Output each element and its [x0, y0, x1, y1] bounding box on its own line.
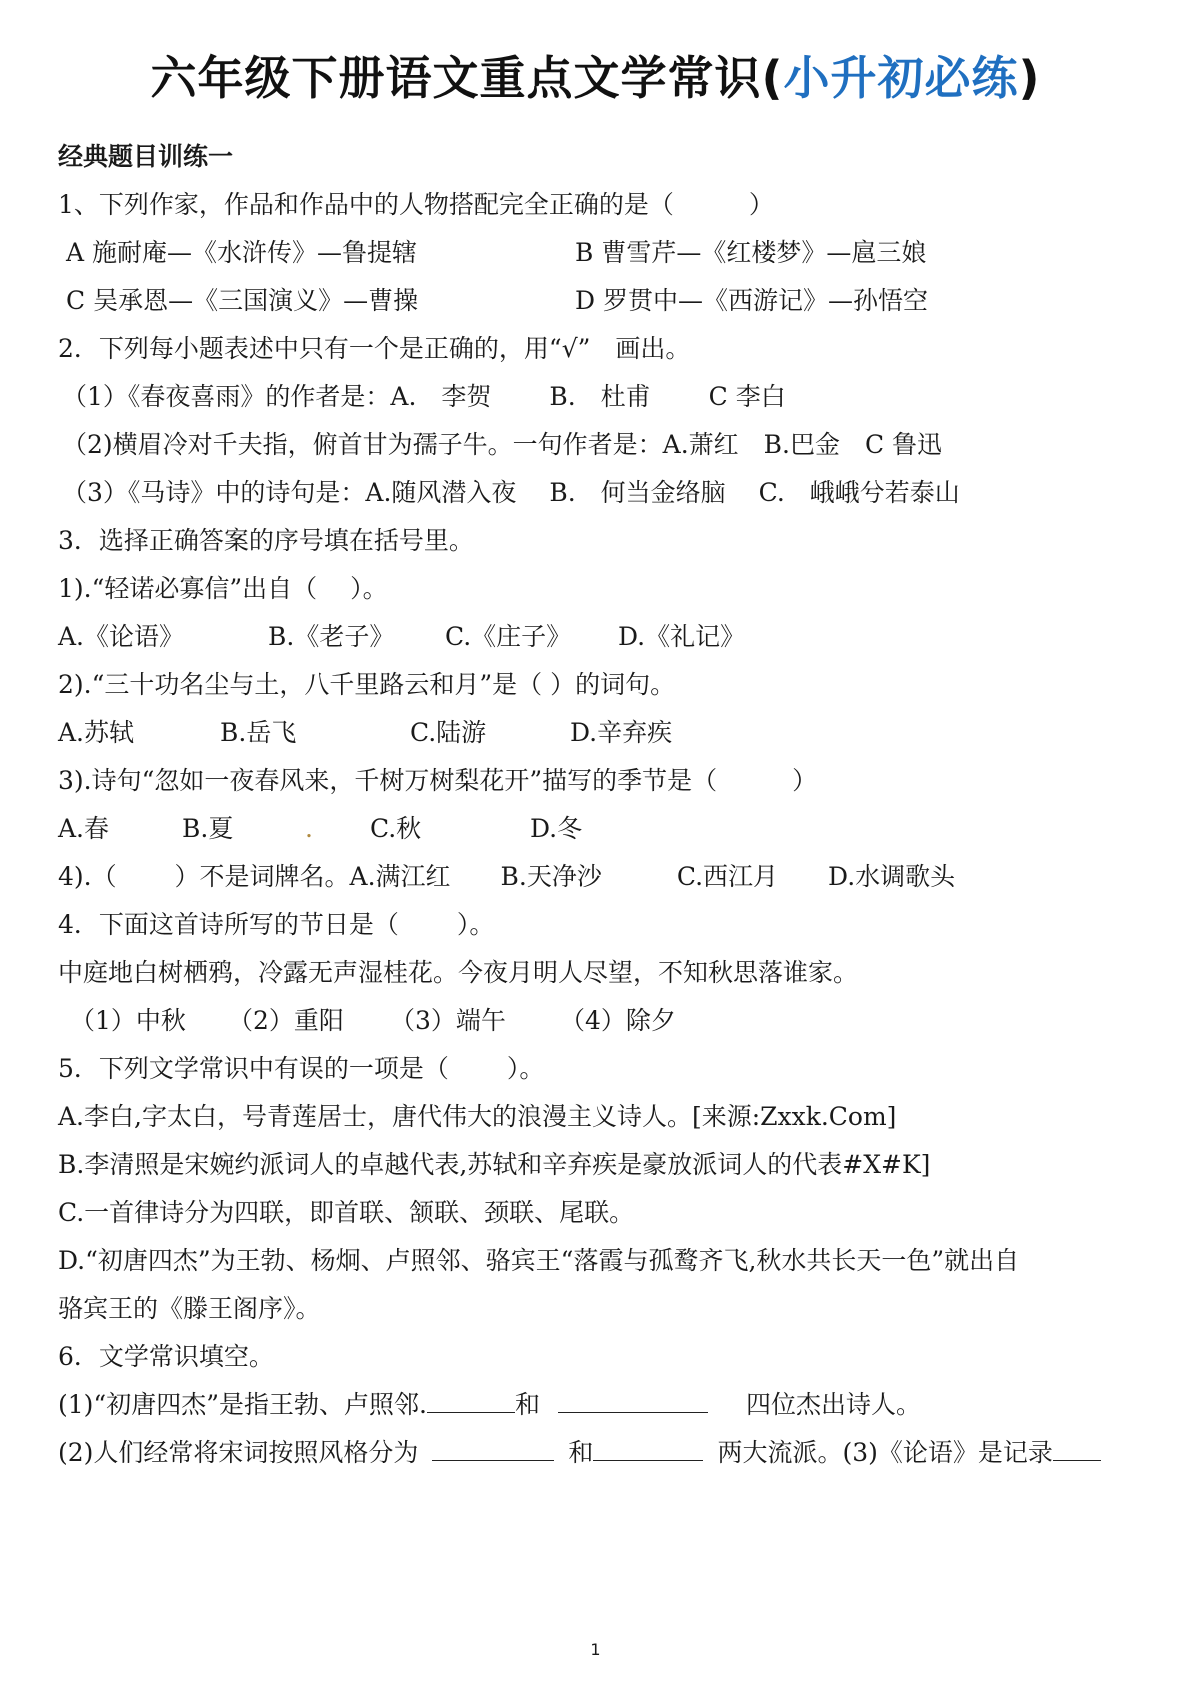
q3-p1-option: D.《礼记》 — [618, 622, 746, 651]
q3-part-2: 2).“三十功名尘与土，八千里路云和月”是（ ）的词句。 — [58, 670, 676, 699]
q5-stem: 5．下列文学常识中有误的一项是（ ）。 — [58, 1054, 545, 1083]
q5-option-a: A.李白,字太白，号青莲居士，唐代伟大的浪漫主义诗人。[来源:Zxxk.Com] — [58, 1102, 897, 1131]
title-end: ) — [1018, 51, 1041, 105]
page-number: 1 — [590, 1640, 601, 1659]
q1-option-d: D 罗贯中—《西游记》—孙悟空 — [575, 286, 928, 315]
q3-p3-option: C.秋 — [370, 814, 422, 843]
answer-blank[interactable] — [558, 1388, 708, 1413]
answer-blank[interactable] — [593, 1436, 703, 1461]
q2-sub-3: （3）《马诗》中的诗句是：A.随风潜入夜 B. 何当金络脑 C. 峨峨兮若泰山 — [62, 478, 960, 507]
q6-fill-1-end: 四位杰出诗人。 — [745, 1390, 921, 1419]
q4-poem: 中庭地白树栖鸦，冷露无声湿桂花。今夜月明人尽望，不知秋思落谁家。 — [58, 958, 859, 987]
q4-option: （4）除夕 — [560, 1006, 676, 1035]
q3-part-3: 3).诗句“忽如一夜春风来，千树万树梨花开”描写的季节是（ ） — [58, 766, 818, 795]
q3-p3-option: D.冬 — [530, 814, 583, 843]
q4-option: （2）重阳 — [228, 1006, 344, 1035]
q5-option-d-line2: 骆宾王的《滕王阁序》。 — [58, 1294, 321, 1323]
q3-p2-option: D.辛弃疾 — [570, 718, 673, 747]
q6-fill-1-and: 和 — [514, 1390, 540, 1419]
q2-sub-2: （2)横眉冷对千夫指，俯首甘为孺子牛。一句作者是：A.萧红 B.巴金 C 鲁迅 — [62, 430, 943, 459]
q6-fill-1-text: (1)“初唐四杰”是指王勃、卢照邻. — [58, 1390, 427, 1419]
q3-part-4: 4).（ ）不是词牌名。A.满江红 B.天净沙 C.西江月 D.水调歌头 — [58, 862, 956, 891]
section-heading: 经典题目训练一 — [58, 142, 234, 171]
q4-option: （1）中秋 — [70, 1006, 186, 1035]
title-main: 六年级下册语文重点文学常识( — [150, 51, 784, 105]
q6-fill-2 — [58, 1436, 1101, 1470]
q6-fill-1 — [58, 1388, 921, 1422]
answer-blank[interactable] — [1053, 1436, 1101, 1461]
q3-p2-option: C.陆游 — [410, 718, 487, 747]
q5-option-b: B.李清照是宋婉约派词人的卓越代表,苏轼和辛弃疾是豪放派词人的代表#X#K] — [58, 1150, 931, 1179]
q2-sub-1: （1）《春夜喜雨》的作者是：A. 李贺 B. 杜甫 C 李白 — [62, 382, 786, 411]
answer-blank[interactable] — [432, 1436, 554, 1461]
q1-stem: 1、下列作家，作品和作品中的人物搭配完全正确的是（ ） — [58, 190, 774, 219]
q3-p3-option: B.夏 — [182, 814, 234, 843]
q6-stem: 6．文学常识填空。 — [58, 1342, 274, 1371]
q1-option-c: C 吴承恩—《三国演义》—曹操 — [66, 286, 419, 315]
q1-option-a: A 施耐庵—《水浒传》—鲁提辖 — [66, 238, 418, 267]
title-highlight: 小升初必练 — [783, 51, 1019, 105]
q5-option-d-line1: D.“初唐四杰”为王勃、杨炯、卢照邻、骆宾王“落霞与孤鹜齐飞,秋水共长天一色”就出自 — [58, 1246, 1020, 1275]
q3-p2-option: B.岳飞 — [220, 718, 297, 747]
q1-option-b: B 曹雪芹—《红楼梦》—扈三娘 — [575, 238, 927, 267]
q4-stem: 4．下面这首诗所写的节日是（ ）。 — [58, 910, 495, 939]
answer-blank[interactable] — [427, 1388, 515, 1413]
q3-p1-option: B.《老子》 — [268, 622, 395, 651]
q6-fill-2-end: 两大流派。(3)《论语》是记录 — [717, 1438, 1053, 1467]
q3-p1-option: A.《论语》 — [58, 622, 185, 651]
q5-option-c: C.一首律诗分为四联，即首联、颔联、颈联、尾联。 — [58, 1198, 635, 1227]
q6-fill-2-and: 和 — [568, 1438, 594, 1467]
document-title — [0, 42, 1191, 108]
q2-stem: 2．下列每小题表述中只有一个是正确的，用“√” 画出。 — [58, 334, 691, 363]
q6-fill-2-text: (2)人们经常将宋词按照风格分为 — [58, 1438, 419, 1467]
q3-p3-option: A.春 — [58, 814, 110, 843]
q3-part-1: 1).“轻诺必寡信”出自（ ）。 — [58, 574, 388, 603]
q3-p3-mark: . — [305, 814, 313, 843]
q3-p1-option: C.《庄子》 — [445, 622, 572, 651]
q4-option: （3）端午 — [390, 1006, 506, 1035]
q3-stem: 3．选择正确答案的序号填在括号里。 — [58, 526, 474, 555]
q3-p2-option: A.苏轼 — [58, 718, 135, 747]
